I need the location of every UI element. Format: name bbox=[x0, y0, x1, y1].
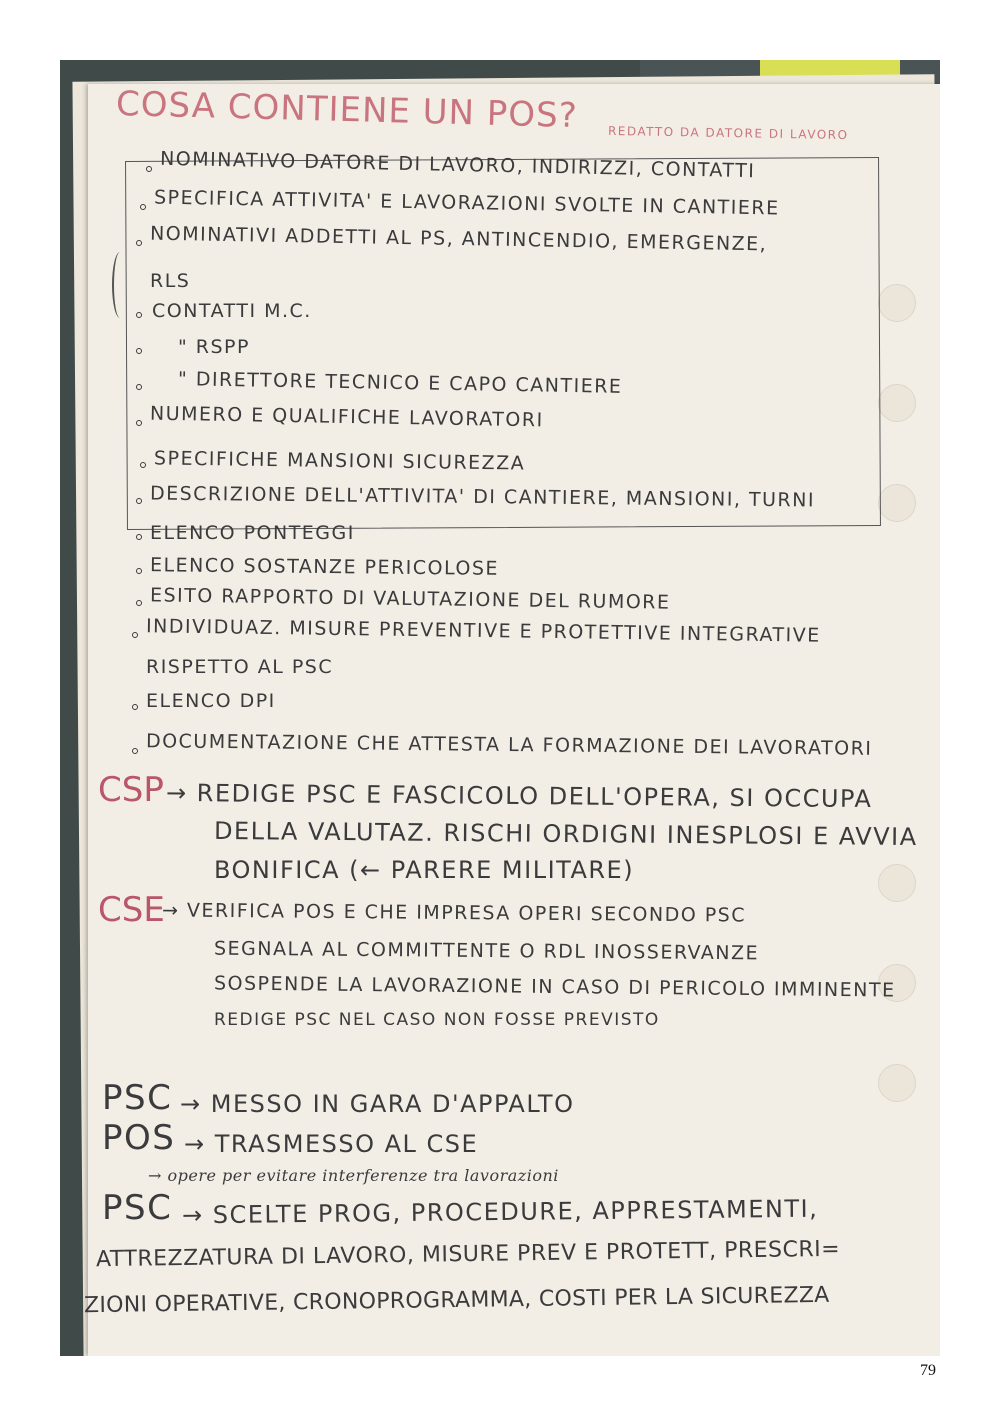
psc-text: → MESSO IN GARA D'APPALTO bbox=[180, 1090, 575, 1118]
pos-text: → TRASMESSO AL CSE bbox=[184, 1130, 479, 1158]
psc-label: PSC bbox=[102, 1188, 173, 1228]
bullet bbox=[132, 704, 138, 710]
bullet bbox=[136, 568, 142, 574]
bullet bbox=[140, 462, 146, 468]
psc-line: ATTREZZATURA DI LAVORO, MISURE PREV E PROTETT, PRESCRI= bbox=[95, 1236, 841, 1273]
bullet bbox=[136, 420, 142, 426]
binder-hole bbox=[878, 284, 916, 322]
binder-hole bbox=[878, 484, 916, 522]
boxed-item: SPECIFICA ATTIVITA' E LAVORAZIONI SVOLTE IN CANTIERE bbox=[153, 186, 780, 220]
binder-hole bbox=[878, 864, 916, 902]
boxed-item: " DIRETTORE TECNICO E CAPO CANTIERE bbox=[177, 368, 623, 398]
page-title: COSA CONTIENE UN POS? bbox=[115, 83, 579, 137]
side-bracket bbox=[112, 252, 128, 318]
list-item: DOCUMENTAZIONE CHE ATTESTA LA FORMAZIONE DEI LAVORATORI bbox=[145, 730, 873, 760]
list-item: ELENCO SOSTANZE PERICOLOSE bbox=[149, 554, 500, 580]
bullet bbox=[132, 632, 138, 638]
bullet bbox=[136, 498, 142, 504]
csp-line: DELLA VALUTAZ. RISCHI ORDIGNI INESPLOSI E AVVIA bbox=[213, 816, 918, 852]
cse-label: CSE bbox=[98, 890, 165, 930]
notebook-page bbox=[83, 83, 940, 1356]
list-item: DESCRIZIONE DELL'ATTIVITA' DI CANTIERE, MANSIONI, TURNI bbox=[149, 482, 816, 512]
boxed-item: NOMINATIVI ADDETTI AL PS, ANTINCENDIO, EMERGENZE, bbox=[149, 222, 768, 256]
bullet bbox=[140, 204, 146, 210]
notebook-photo bbox=[60, 60, 940, 1356]
boxed-item: " RSPP bbox=[178, 336, 250, 358]
boxed-item: RLS bbox=[150, 270, 191, 292]
bullet bbox=[146, 166, 152, 172]
cse-line: SEGNALA AL COMMITTENTE O RDL INOSSERVANZE bbox=[213, 937, 760, 965]
page-number: 79 bbox=[920, 1362, 936, 1379]
binder-hole bbox=[878, 1064, 916, 1102]
psc-line: → SCELTE PROG, PROCEDURE, APPRESTAMENTI, bbox=[181, 1194, 819, 1230]
bullet bbox=[132, 748, 138, 754]
csp-line: BONIFICA (← PARERE MILITARE) bbox=[214, 856, 635, 884]
csp-line: → REDIGE PSC E FASCICOLO DELL'OPERA, SI OCCUPA bbox=[165, 778, 873, 814]
cse-line: SOSPENDE LA LAVORAZIONE IN CASO DI PERICOLO IMMINENTE bbox=[213, 972, 896, 1002]
list-item: SPECIFICHE MANSIONI SICUREZZA bbox=[153, 447, 526, 475]
list-item: ELENCO DPI bbox=[146, 690, 276, 712]
list-item: ESITO RAPPORTO DI VALUTAZIONE DEL RUMORE bbox=[149, 584, 671, 614]
psc-line: ZIONI OPERATIVE, CRONOPROGRAMMA, COSTI PER LA SICUREZZA bbox=[83, 1282, 830, 1319]
cse-line: → VERIFICA POS E CHE IMPRESA OPERI SECONDO PSC bbox=[161, 899, 747, 927]
bullet bbox=[136, 534, 142, 540]
boxed-item: NOMINATIVO DATORE DI LAVORO, INDIRIZZI, CONTATTI bbox=[159, 147, 756, 183]
bullet bbox=[136, 240, 142, 246]
bullet bbox=[136, 600, 142, 606]
list-item-continuation: RISPETTO AL PSC bbox=[146, 656, 334, 678]
cse-line: REDIGE PSC NEL CASO NON FOSSE PREVISTO bbox=[214, 1010, 660, 1030]
list-item: ELENCO PONTEGGI bbox=[150, 522, 355, 544]
binder-hole bbox=[878, 384, 916, 422]
handwritten-note: → opere per evitare interferenze tra lavorazioni bbox=[148, 1166, 559, 1185]
title-note: REDATTO DA DATORE DI LAVORO bbox=[607, 123, 849, 143]
bullet bbox=[136, 312, 142, 318]
boxed-item: CONTATTI M.C. bbox=[152, 300, 312, 322]
list-item: INDIVIDUAZ. MISURE PREVENTIVE E PROTETTIVE INTEGRATIVE bbox=[145, 615, 821, 647]
bullet bbox=[136, 384, 142, 390]
csp-label: CSP bbox=[98, 770, 164, 810]
pos-label: POS bbox=[102, 1118, 176, 1158]
bullet bbox=[136, 348, 142, 354]
boxed-item: NUMERO E QUALIFICHE LAVORATORI bbox=[149, 402, 544, 432]
psc-label: PSC bbox=[102, 1078, 173, 1118]
